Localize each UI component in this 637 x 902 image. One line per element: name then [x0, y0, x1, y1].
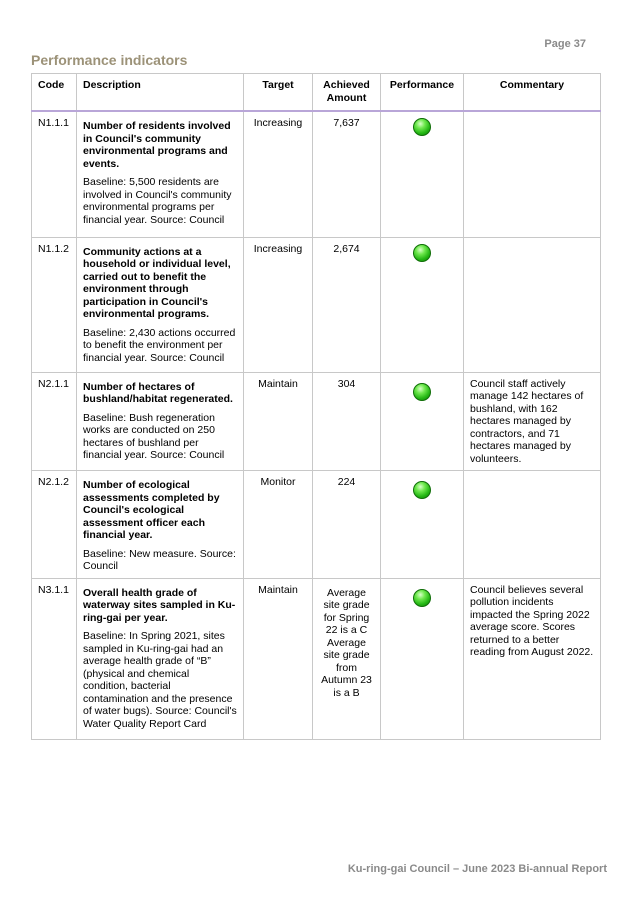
header-performance: Performance — [381, 74, 464, 112]
header-code: Code — [32, 74, 77, 112]
row-commentary: Council staff actively manage 142 hectares of bushland, with 162 hectares managed by contractors, and 71 hectares managed by volunteers. — [464, 372, 601, 471]
status-green-dot-icon — [413, 383, 431, 401]
status-green-dot-icon — [413, 118, 431, 136]
row-performance — [381, 578, 464, 739]
measure-title: Number of hectares of bushland/habitat regenerated. — [83, 380, 233, 405]
page-footer: Ku-ring-gai Council – June 2023 Bi-annual Report — [347, 863, 607, 875]
table-row — [32, 471, 601, 579]
status-green-dot-icon — [413, 589, 431, 607]
baseline-text: Baseline: New measure. Source: Council — [83, 547, 236, 572]
measure-title: Number of residents involved in Council's community environmental programs and events. — [83, 120, 231, 170]
row-description — [77, 372, 244, 471]
row-performance — [381, 237, 464, 372]
row-achieved: Average site grade for Spring 22 is a C Average site grade from Autumn 23 is a B — [313, 578, 381, 739]
table-row — [32, 111, 601, 237]
row-achieved: 2,674 — [313, 237, 381, 372]
row-achieved: 224 — [313, 471, 381, 579]
status-green-dot-icon — [413, 481, 431, 499]
table-row — [32, 578, 601, 739]
row-performance — [381, 471, 464, 579]
row-target: Maintain — [244, 372, 313, 471]
row-description — [77, 471, 244, 579]
row-performance — [381, 111, 464, 237]
row-code: N2.1.1 — [32, 372, 77, 471]
row-description — [77, 237, 244, 372]
measure-title: Community actions at a household or individual level, carried out to benefit the environment through participation in Council's environmental programs. — [83, 245, 231, 320]
table-row — [32, 237, 601, 372]
status-green-dot-icon — [413, 244, 431, 262]
measure-title: Number of ecological assessments completed by Council's ecological assessment officer each financial year. — [83, 479, 220, 541]
baseline-text: Baseline: Bush regeneration works are conducted on 250 hectares of bushland per financial year. Source: Council — [83, 411, 225, 461]
header-target: Target — [244, 74, 313, 112]
row-code: N3.1.1 — [32, 578, 77, 739]
table-header-row — [32, 74, 601, 112]
row-commentary — [464, 237, 601, 372]
row-commentary — [464, 471, 601, 579]
performance-indicators-table — [31, 73, 601, 740]
row-target: Maintain — [244, 578, 313, 739]
row-target: Increasing — [244, 111, 313, 237]
row-code: N1.1.1 — [32, 111, 77, 237]
row-description — [77, 578, 244, 739]
baseline-text: Baseline: In Spring 2021, sites sampled in Ku-ring-gai had an average health grade of “B” (physical and chemical condition, bacterial contamination and the presence of water bugs). Source: Council's Water Quality Report Card — [83, 630, 237, 730]
baseline-text: Baseline: 2,430 actions occurred to benefit the environment per financial year. Source: Council — [83, 326, 236, 364]
row-description — [77, 111, 244, 237]
section-title: Performance indicators — [31, 52, 188, 68]
header-achieved-amount: Achieved Amount — [313, 74, 381, 112]
row-achieved: 304 — [313, 372, 381, 471]
header-description: Description — [77, 74, 244, 112]
row-code: N2.1.2 — [32, 471, 77, 579]
table-row — [32, 372, 601, 471]
page-number: Page 37 — [544, 38, 586, 50]
row-target: Increasing — [244, 237, 313, 372]
row-code: N1.1.2 — [32, 237, 77, 372]
row-achieved: 7,637 — [313, 111, 381, 237]
row-performance — [381, 372, 464, 471]
row-commentary — [464, 111, 601, 237]
row-target: Monitor — [244, 471, 313, 579]
baseline-text: Baseline: 5,500 residents are involved in Council's community environmental programs per financial year. Source: Council — [83, 176, 232, 226]
header-commentary: Commentary — [464, 74, 601, 112]
measure-title: Overall health grade of waterway sites sampled in Ku-ring-gai per year. — [83, 586, 236, 624]
row-commentary: Council believes several pollution incidents impacted the Spring 2022 average score. Scores returned to a better reading from August 2022. — [464, 578, 601, 739]
